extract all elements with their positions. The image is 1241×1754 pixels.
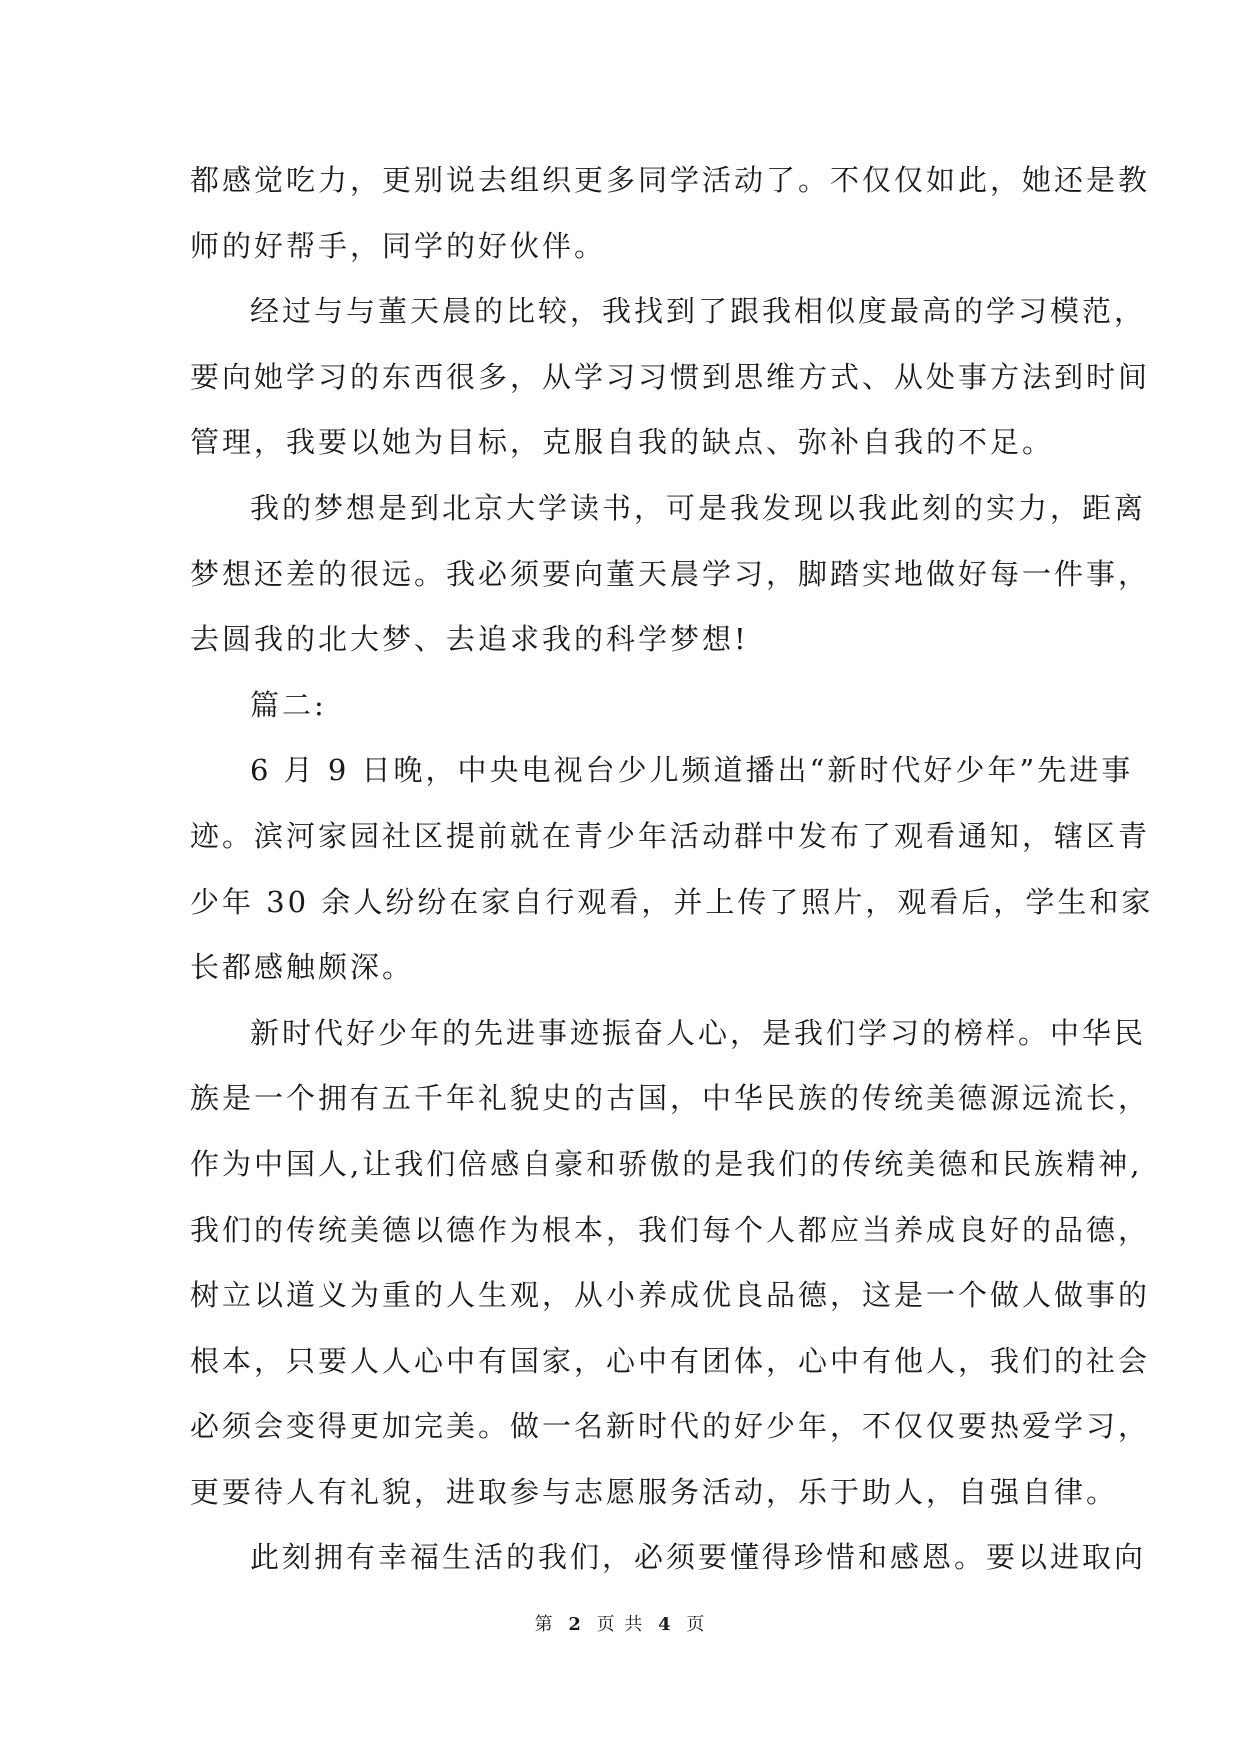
text-line: 更要待人有礼貌，进取参与志愿服务活动，乐于助人，自强自律。 — [190, 1474, 1119, 1509]
text-line: 要向她学习的东西很多，从学习习惯到思维方式、从处事方法到时间 — [190, 359, 1151, 394]
footer-suffix: 页 — [686, 1614, 707, 1635]
text-line: 必须会变得更加完美。做一名新时代的好少年，不仅仅要热爱学习， — [190, 1409, 1151, 1444]
text-line: 根本，只要人人心中有国家，心中有团体，心中有他人，我们的社会 — [190, 1343, 1151, 1378]
text-line: 新时代好少年的先进事迹振奋人心，是我们学习的榜样。中华民 — [250, 1015, 1147, 1050]
text-line: 我们的传统美德以德作为根本，我们每个人都应当养成良好的品德， — [190, 1212, 1151, 1247]
text-line: 梦想还差的很远。我必须要向董天晨学习，脚踏实地做好每一件事， — [190, 556, 1151, 591]
document-body — [190, 160, 1154, 1603]
text-line: 我的梦想是到北京大学读书，可是我发现以我此刻的实力，距离 — [250, 490, 1147, 525]
total-page-number: 4 — [658, 1614, 673, 1635]
text-line: 族是一个拥有五千年礼貌史的古国，中华民族的传统美德源远流长， — [190, 1081, 1151, 1116]
section-heading: 篇二: — [250, 687, 327, 722]
text-line: 少年 30 余人纷纷在家自行观看，并上传了照片，观看后，学生和家 — [190, 884, 1154, 919]
footer-middle: 页 共 — [596, 1614, 645, 1635]
text-line: 经过与与董天晨的比较，我找到了跟我相似度最高的学习模范， — [250, 294, 1147, 329]
footer-prefix: 第 — [534, 1614, 555, 1635]
text-line: 都感觉吃力，更别说去组织更多同学活动了。不仅仅如此，她还是教 — [190, 163, 1151, 197]
text-line: 此刻拥有幸福生活的我们，必须要懂得珍惜和感恩。要以进取向 — [250, 1540, 1147, 1575]
current-page-number: 2 — [568, 1614, 583, 1635]
page-footer — [0, 1610, 1241, 1636]
text-line: 迹。滨河家园社区提前就在青少年活动群中发布了观看通知，辖区青 — [190, 818, 1151, 853]
text-line: 作为中国人,让我们倍感自豪和骄傲的是我们的传统美德和民族精神, — [190, 1146, 1143, 1181]
text-line: 师的好帮手，同学的好伙伴。 — [190, 228, 607, 263]
text-line: 长都感触颇深。 — [190, 950, 415, 985]
text-line: 树立以道义为重的人生观，从小养成优良品德，这是一个做人做事的 — [190, 1278, 1151, 1313]
text-line: 6 月 9 日晚，中央电视台少儿频道播出“新时代好少年”先进事 — [250, 753, 1134, 788]
text-line: 管理，我要以她为目标，克服自我的缺点、弥补自我的不足。 — [190, 425, 1055, 460]
text-line: 去圆我的北大梦、去追求我的科学梦想! — [190, 622, 749, 657]
